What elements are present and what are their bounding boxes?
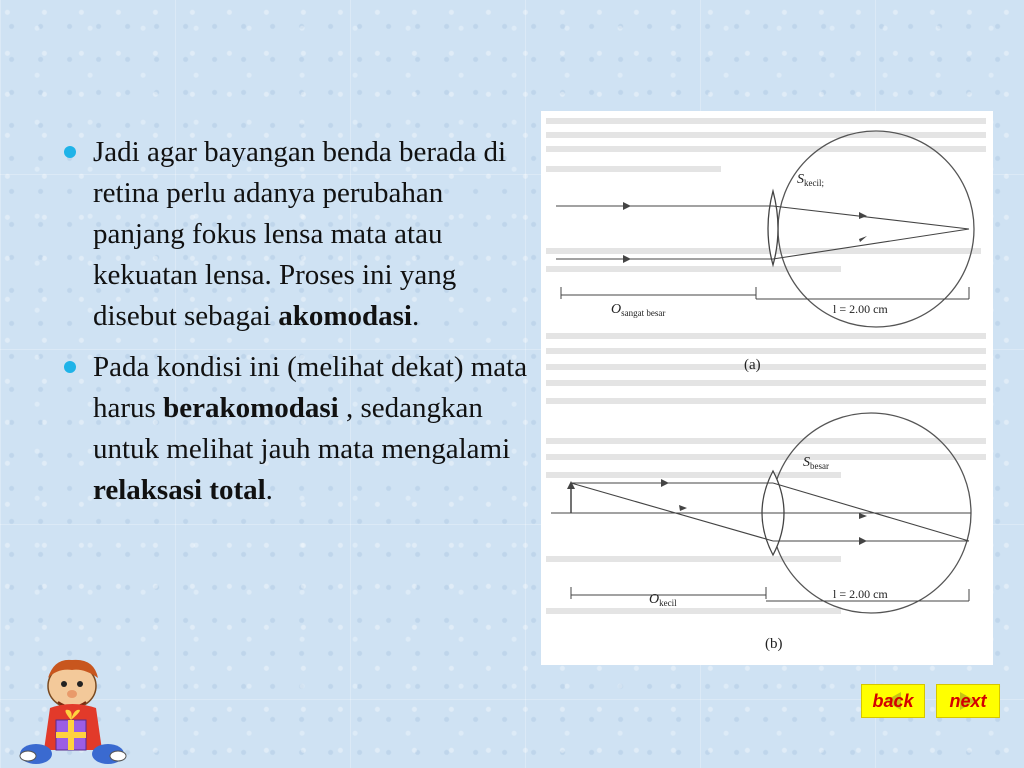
svg-text:Skecil; — [797, 172, 824, 188]
bullet-item-2 — [60, 347, 530, 511]
b-l-label: l = 2.00 cm — [833, 587, 888, 601]
svg-text:Osangat besar — [611, 302, 665, 318]
bullet-2-mid: , sedangkan untuk melihat jauh mata mengalami — [93, 392, 511, 465]
bullet-1-bold: akomodasi — [278, 300, 412, 332]
caption-a: (a) — [744, 357, 761, 373]
a-o-label: O — [611, 302, 622, 317]
b-o-sub: kecil — [659, 598, 677, 608]
bullet-2-text: Pada kondisi ini (melihat dekat) mata harus — [93, 351, 528, 424]
bullet-1-end: . — [412, 300, 420, 332]
diagram-b — [551, 413, 971, 652]
eyeball-a — [778, 131, 974, 327]
bullet-dot-icon — [64, 361, 76, 373]
next-button[interactable] — [936, 684, 1000, 718]
bullet-2-bold-1: berakomodasi — [163, 392, 339, 424]
next-label: next — [949, 691, 987, 711]
bullet-dot-icon — [64, 146, 76, 158]
b-s-sub: besar — [810, 461, 829, 471]
b-o-label: O — [649, 592, 660, 607]
cartoon-kid-with-gift-icon — [14, 650, 132, 768]
bullet-1-text: Jadi agar bayangan benda berada di retina perlu adanya perubahan panjang fokus lensa mata atau kekuatan lensa. Proses ini yang disebut sebagai — [93, 136, 507, 332]
a-o-sub: sangat besar — [621, 308, 666, 318]
eye-diagram — [541, 111, 993, 665]
a-l-label: l = 2.00 cm — [833, 302, 888, 316]
eye-accommodation-figure — [541, 111, 993, 665]
bullet-2-bold-2: relaksasi total — [93, 474, 266, 506]
caption-b: (b) — [765, 636, 783, 652]
back-button[interactable] — [861, 684, 925, 718]
a-s-sub: kecil; — [804, 178, 824, 188]
back-label: back — [872, 691, 914, 711]
bullet-2-end: . — [265, 474, 273, 506]
bullet-item-1 — [60, 132, 530, 337]
svg-text:Okecil — [649, 592, 677, 608]
slide-text — [60, 132, 530, 521]
a-s-label: S — [797, 172, 804, 187]
b-s-label: S — [803, 455, 810, 470]
